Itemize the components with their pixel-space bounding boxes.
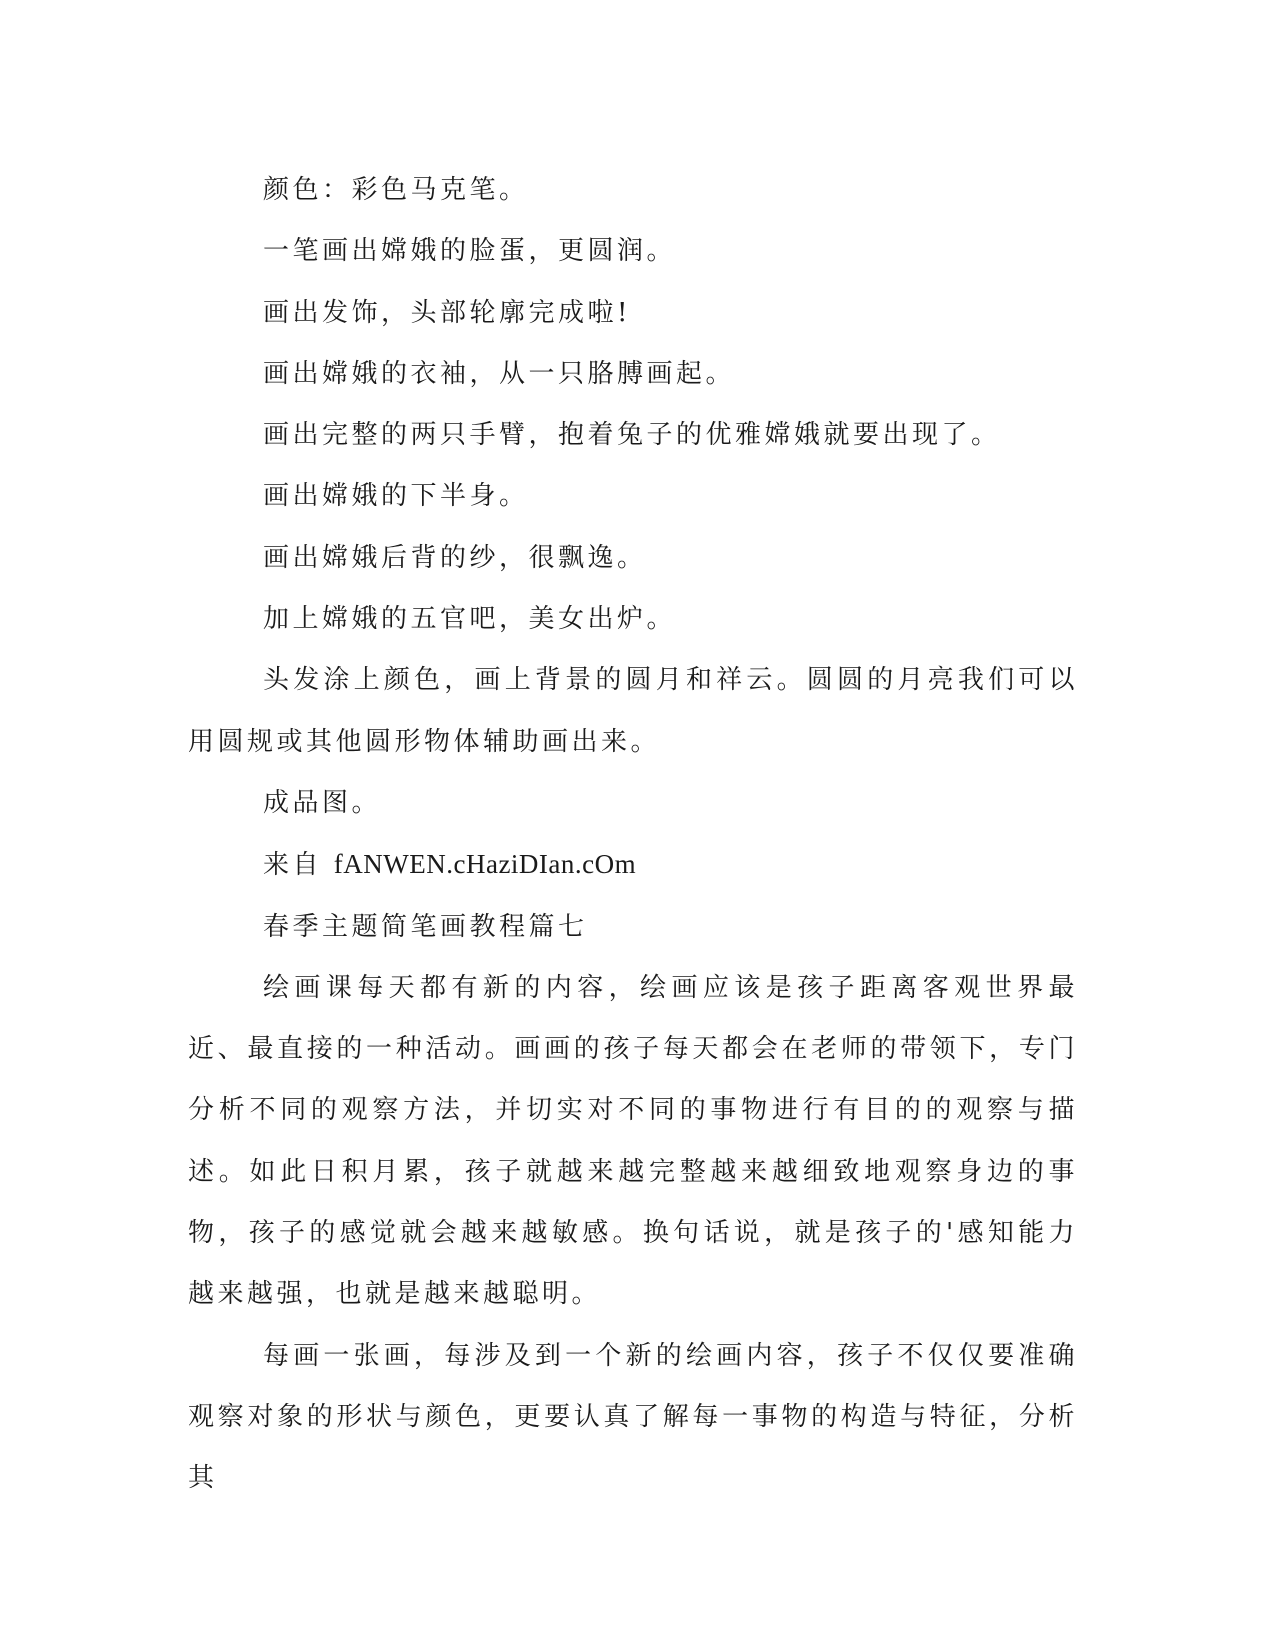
- paragraph-lower-body: 画出嫦娥的下半身。: [263, 481, 529, 512]
- paragraph-face: 一笔画出嫦娥的脸蛋，更圆润。: [263, 236, 677, 267]
- source-prefix: 来自: [263, 850, 334, 881]
- paragraph-arms: 画出完整的两只手臂，抱着兔子的优雅嫦娥就要出现了。: [263, 420, 1001, 451]
- paragraph-features: 加上嫦娥的五官吧，美女出炉。: [263, 604, 677, 635]
- body-paragraph-2: 每画一张画，每涉及到一个新的绘画内容，孩子不仅仅要准确观察对象的形状与颜色，更要认真了解每一事物的构造与特征，分析其: [188, 1340, 1078, 1494]
- section-title: 春季主题简笔画教程篇七: [263, 911, 588, 942]
- paragraph-color: 颜色：彩色马克笔。: [263, 175, 529, 205]
- paragraph-background: 头发涂上颜色，画上背景的圆月和祥云。圆圆的月亮我们可以用圆规或其他圆形物体辅助画出来。: [188, 665, 1078, 757]
- body-paragraph-1: 绘画课每天都有新的内容，绘画应该是孩子距离客观世界最近、最直接的一种活动。画画的孩子每天都会在老师的带领下，专门分析不同的观察方法，并切实对不同的事物进行有目的的观察与描述。如此日积月累，孩子就越来越完整越来越细致地观察身边的事物，孩子的感觉就会越来越敏感。换句话说，就是孩子的'感知能力越来越强，也就是越来越聪明。: [188, 972, 1078, 1310]
- source-line: [188, 834, 1078, 896]
- paragraph-hair-ornament: 画出发饰，头部轮廓完成啦!: [263, 297, 631, 328]
- paragraph-sleeve: 画出嫦娥的衣袖，从一只胳膊画起。: [263, 358, 736, 389]
- paragraph-veil: 画出嫦娥后背的纱，很飘逸。: [263, 542, 647, 573]
- paragraph-finished: 成品图。: [263, 787, 382, 818]
- document-body: [188, 160, 1078, 1510]
- source-url: fANWEN.cHaziDIan.cOm: [333, 849, 637, 880]
